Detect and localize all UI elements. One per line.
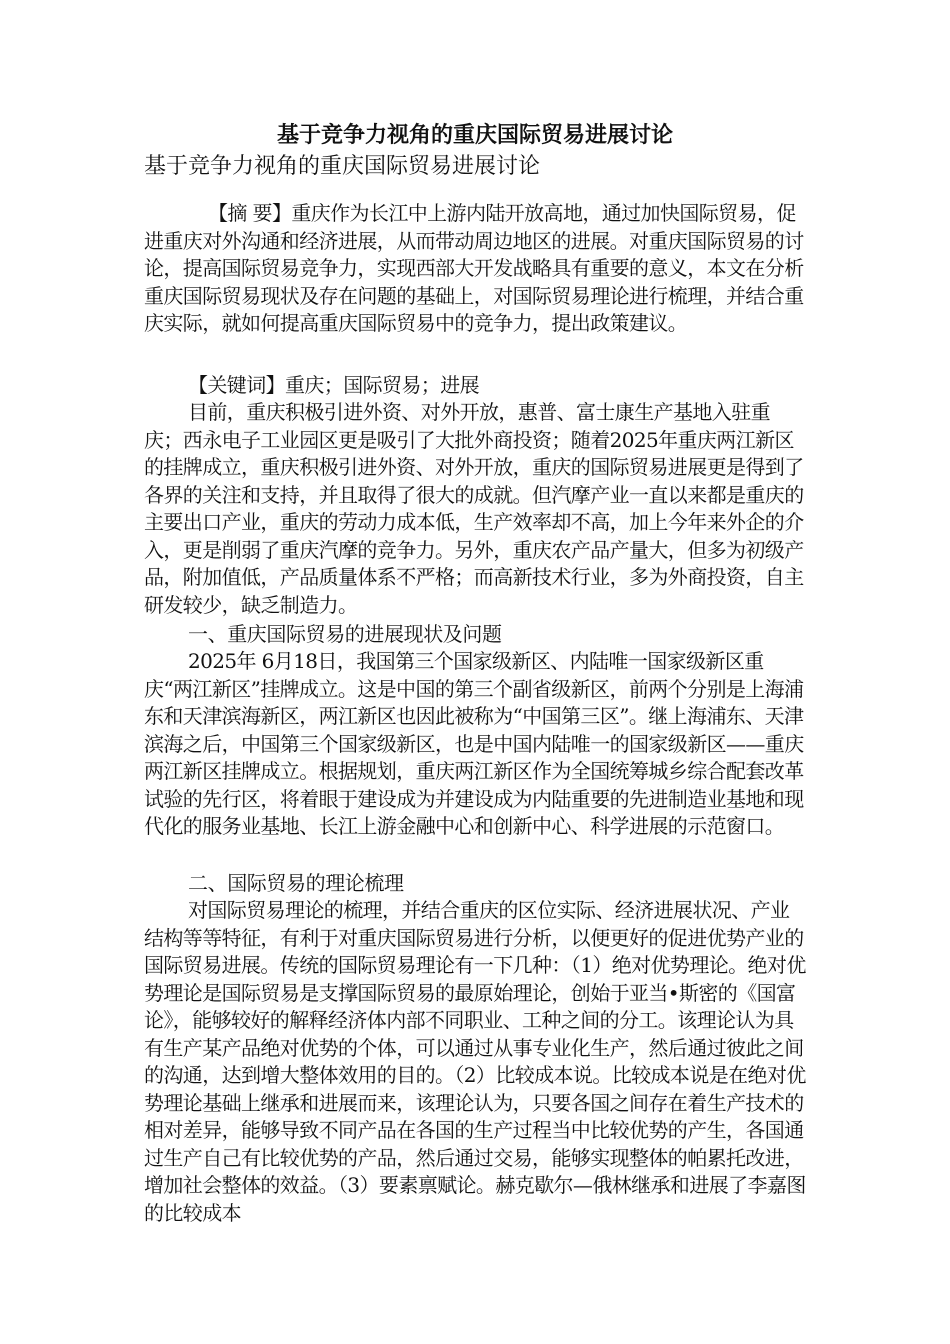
body-paragraph-2: 2025年 6月18日，我国第三个国家级新区、内陆唯一国家级新区重庆“两江新区”挂牌成立。这是中国的第三个副省级新区，前两个分别是上海浦东和天津滨海新区，两江新区也因此被称为“中国第三区”。继上海浦东、天津滨海之后，中国第三个国家级新区，也是中国内陆唯一的国家级新区——重庆两江新区挂牌成立。根据规划，重庆两江新区作为全国统筹城乡综合配套改革试验的先行区，将着眼于建设成为并建设成为内陆重要的先进制造业基地和现代化的服务业基地、长江上游金融中心和创新中心、科学进展的示范窗口。 <box>144 649 804 838</box>
keywords-line: 【关键词】重庆；国际贸易；进展 <box>188 373 479 397</box>
document-subtitle: 基于竞争力视角的重庆国际贸易进展讨论 <box>144 154 541 179</box>
body-paragraph-1: 目前，重庆积极引进外资、对外开放，惠普、富士康生产基地入驻重庆；西永电子工业园区更是吸引了大批外商投资；随着2025年重庆两江新区的挂牌成立，重庆积极引进外资、对外开放，重庆的国际贸易进展更是得到了各界的关注和支持，并且取得了很大的成就。但汽摩产业一直以来都是重庆的主要出口产业，重庆的劳动力成本低，生产效率却不高，加上今年来外企的介入，更是削弱了重庆汽摩的竞争力。另外，重庆农产品产量大，但多为初级产品，附加值低，产品质量体系不严格；而高新技术行业，多为外商投资，自主研发较少，缺乏制造力。 <box>144 400 804 617</box>
body-paragraph-3: 对国际贸易理论的梳理，并结合重庆的区位实际、经济进展状况、产业结构等等特征，有利于对重庆国际贸易进行分析，以便更好的促进优势产业的国际贸易进展。传统的国际贸易理论有一下几种：（1）绝对优势理论。绝对优势理论是国际贸易是支撑国际贸易的最原始理论，创始于亚当•斯密的《国富论》，能够较好的解释经济体内部不同职业、工种之间的分工。该理论认为具有生产某产品绝对优势的个体，可以通过从事专业化生产，然后通过彼此之间的沟通，达到增大整体效用的目的。（2）比较成本说。比较成本说是在绝对优势理论基础上继承和进展而来，该理论认为，只要各国之间存在着生产技术的相对差异，能够导致不同产品在各国的生产过程当中比较优势的产生，各国通过生产自己有比较优势的产品，然后通过交易，能够实现整体的帕累托改进，增加社会整体的效益。（3）要素禀赋论。赫克歇尔—俄林继承和进展了李嘉图的比较成本 <box>144 898 806 1225</box>
abstract-paragraph: 【摘 要】重庆作为长江中上游内陆开放高地，通过加快国际贸易，促进重庆对外沟通和经济进展，从而带动周边地区的进展。对重庆国际贸易的讨论，提高国际贸易竞争力，实现西部大开发战略具有重要的意义，本文在分析重庆国际贸易现状及存在问题的基础上，对国际贸易理论进行梳理，并结合重庆实际，就如何提高重庆国际贸易中的竞争力，提出政策建议。 <box>144 201 804 335</box>
document-title: 基于竞争力视角的重庆国际贸易进展讨论 <box>276 123 673 148</box>
section-heading-1: 一、重庆国际贸易的进展现状及问题 <box>188 622 502 646</box>
section-heading-2: 二、国际贸易的理论梳理 <box>188 871 404 895</box>
